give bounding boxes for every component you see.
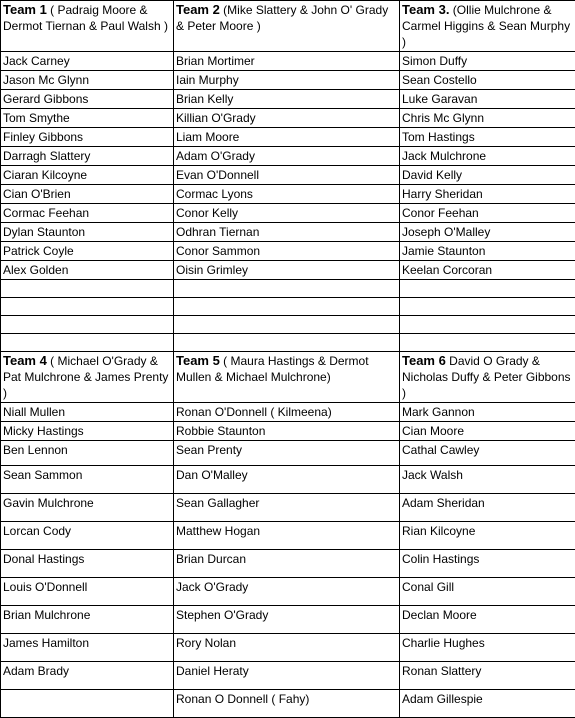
player-row — [1, 223, 575, 242]
empty-cell — [174, 280, 400, 298]
player-cell: Adam Brady — [1, 662, 174, 690]
player-cell: Ciaran Kilcoyne — [1, 166, 174, 185]
player-cell: Gavin Mulchrone — [1, 494, 174, 522]
player-cell: Declan Moore — [400, 606, 575, 634]
team-coaches: ( Michael O'Grady & Pat Mulchrone & James Prenty ) — [3, 354, 168, 400]
player-cell: Iain Murphy — [174, 71, 400, 90]
player-cell: Cian Moore — [400, 422, 575, 441]
player-cell: Simon Duffy — [400, 52, 575, 71]
player-cell: Ronan Slattery — [400, 662, 575, 690]
player-cell: Ronan O'Donnell ( Kilmeena) — [174, 403, 400, 422]
player-cell: Jack Carney — [1, 52, 174, 71]
player-row — [1, 185, 575, 204]
player-cell: Killian O'Grady — [174, 109, 400, 128]
player-cell: Conal Gill — [400, 578, 575, 606]
player-cell: Sean Gallagher — [174, 494, 400, 522]
player-cell: Brian Mortimer — [174, 52, 400, 71]
player-cell: Donal Hastings — [1, 550, 174, 578]
empty-row — [1, 334, 575, 352]
empty-cell — [400, 334, 575, 352]
empty-row — [1, 316, 575, 334]
empty-cell — [1, 280, 174, 298]
player-cell: Louis O'Donnell — [1, 578, 174, 606]
player-cell: Cian O'Brien — [1, 185, 174, 204]
empty-cell — [400, 298, 575, 316]
player-cell: Adam O'Grady — [174, 147, 400, 166]
player-cell: Daniel Heraty — [174, 662, 400, 690]
player-cell: Patrick Coyle — [1, 242, 174, 261]
player-cell: Jack Mulchrone — [400, 147, 575, 166]
player-cell: Robbie Staunton — [174, 422, 400, 441]
empty-row — [1, 298, 575, 316]
player-cell: Ben Lennon — [1, 441, 174, 466]
player-cell: Alex Golden — [1, 261, 174, 280]
team-title: Team 1 — [3, 2, 47, 17]
player-cell: Finley Gibbons — [1, 128, 174, 147]
team-title: Team 6 — [402, 353, 446, 368]
player-cell: Harry Sheridan — [400, 185, 575, 204]
player-cell: Colin Hastings — [400, 550, 575, 578]
player-cell: Tom Hastings — [400, 128, 575, 147]
empty-cell — [1, 316, 174, 334]
player-row — [1, 662, 575, 690]
player-row — [1, 422, 575, 441]
player-row — [1, 494, 575, 522]
player-row — [1, 606, 575, 634]
player-cell: Keelan Corcoran — [400, 261, 575, 280]
team-6-header — [400, 352, 575, 403]
empty-cell — [400, 280, 575, 298]
player-cell: Adam Gillespie — [400, 690, 575, 718]
player-cell: Adam Sheridan — [400, 494, 575, 522]
team-coaches: ( Maura Hastings & Dermot Mullen & Michael Mulchrone) — [176, 354, 369, 384]
player-row — [1, 109, 575, 128]
player-row — [1, 147, 575, 166]
player-row — [1, 204, 575, 223]
player-cell: Micky Hastings — [1, 422, 174, 441]
team-title: Team 3. — [402, 2, 449, 17]
player-row — [1, 261, 575, 280]
player-cell: Liam Moore — [174, 128, 400, 147]
empty-cell — [400, 316, 575, 334]
player-cell: Jack Walsh — [400, 466, 575, 494]
player-cell: Jack O'Grady — [174, 578, 400, 606]
player-cell: Darragh Slattery — [1, 147, 174, 166]
player-cell: Rian Kilcoyne — [400, 522, 575, 550]
team-title: Team 5 — [176, 353, 220, 368]
player-cell: Charlie Hughes — [400, 634, 575, 662]
player-cell: Mark Gannon — [400, 403, 575, 422]
player-cell: Conor Feehan — [400, 204, 575, 223]
player-cell: Sean Costello — [400, 71, 575, 90]
team-coaches: ( Padraig Moore & Dermot Tiernan & Paul Walsh ) — [3, 3, 168, 33]
player-row — [1, 466, 575, 494]
team-1-header — [1, 1, 174, 52]
team-2-header — [174, 1, 400, 52]
player-cell: Lorcan Cody — [1, 522, 174, 550]
player-row — [1, 128, 575, 147]
empty-cell — [1, 334, 174, 352]
player-row — [1, 166, 575, 185]
team-header-row-top — [1, 1, 575, 52]
player-cell: Odhran Tiernan — [174, 223, 400, 242]
player-cell: Brian Mulchrone — [1, 606, 174, 634]
team-coaches: David O Grady & Nicholas Duffy & Peter Gibbons ) — [402, 354, 571, 400]
team-title: Team 4 — [3, 353, 47, 368]
player-cell: Cormac Feehan — [1, 204, 174, 223]
player-cell: Oisin Grimley — [174, 261, 400, 280]
player-cell: Brian Durcan — [174, 550, 400, 578]
player-cell: Stephen O'Grady — [174, 606, 400, 634]
player-cell: David Kelly — [400, 166, 575, 185]
team-coaches: (Mike Slattery & John O' Grady & Peter Moore ) — [176, 3, 388, 33]
team-coaches: (Ollie Mulchrone & Carmel Higgins & Sean Murphy ) — [402, 3, 570, 49]
empty-cell — [1, 298, 174, 316]
player-cell: Luke Garavan — [400, 90, 575, 109]
player-cell — [1, 690, 174, 718]
player-cell: Cathal Cawley — [400, 441, 575, 466]
player-cell: Rory Nolan — [174, 634, 400, 662]
team-5-header — [174, 352, 400, 403]
player-row — [1, 522, 575, 550]
empty-row — [1, 280, 575, 298]
empty-cell — [174, 316, 400, 334]
player-cell: Chris Mc Glynn — [400, 109, 575, 128]
player-row — [1, 578, 575, 606]
roster-body — [1, 1, 575, 718]
empty-cell — [174, 298, 400, 316]
team-3-header — [400, 1, 575, 52]
player-cell: Jamie Staunton — [400, 242, 575, 261]
player-cell: Dylan Staunton — [1, 223, 174, 242]
player-cell: Conor Sammon — [174, 242, 400, 261]
player-cell: Dan O'Malley — [174, 466, 400, 494]
player-row — [1, 441, 575, 466]
player-cell: Tom Smythe — [1, 109, 174, 128]
player-cell: Joseph O'Malley — [400, 223, 575, 242]
player-row — [1, 634, 575, 662]
player-row — [1, 71, 575, 90]
team-header-row-bottom — [1, 352, 575, 403]
team-4-header — [1, 352, 174, 403]
player-row — [1, 690, 575, 718]
player-cell: Cormac Lyons — [174, 185, 400, 204]
team-title: Team 2 — [176, 2, 220, 17]
player-cell: Sean Sammon — [1, 466, 174, 494]
player-cell: Evan O'Donnell — [174, 166, 400, 185]
player-row — [1, 52, 575, 71]
player-cell: James Hamilton — [1, 634, 174, 662]
player-row — [1, 550, 575, 578]
player-cell: Niall Mullen — [1, 403, 174, 422]
player-cell: Matthew Hogan — [174, 522, 400, 550]
player-row — [1, 90, 575, 109]
player-row — [1, 242, 575, 261]
player-cell: Conor Kelly — [174, 204, 400, 223]
player-cell: Gerard Gibbons — [1, 90, 174, 109]
player-cell: Sean Prenty — [174, 441, 400, 466]
player-cell: Brian Kelly — [174, 90, 400, 109]
player-cell: Jason Mc Glynn — [1, 71, 174, 90]
player-row — [1, 403, 575, 422]
player-cell: Ronan O Donnell ( Fahy) — [174, 690, 400, 718]
empty-cell — [174, 334, 400, 352]
